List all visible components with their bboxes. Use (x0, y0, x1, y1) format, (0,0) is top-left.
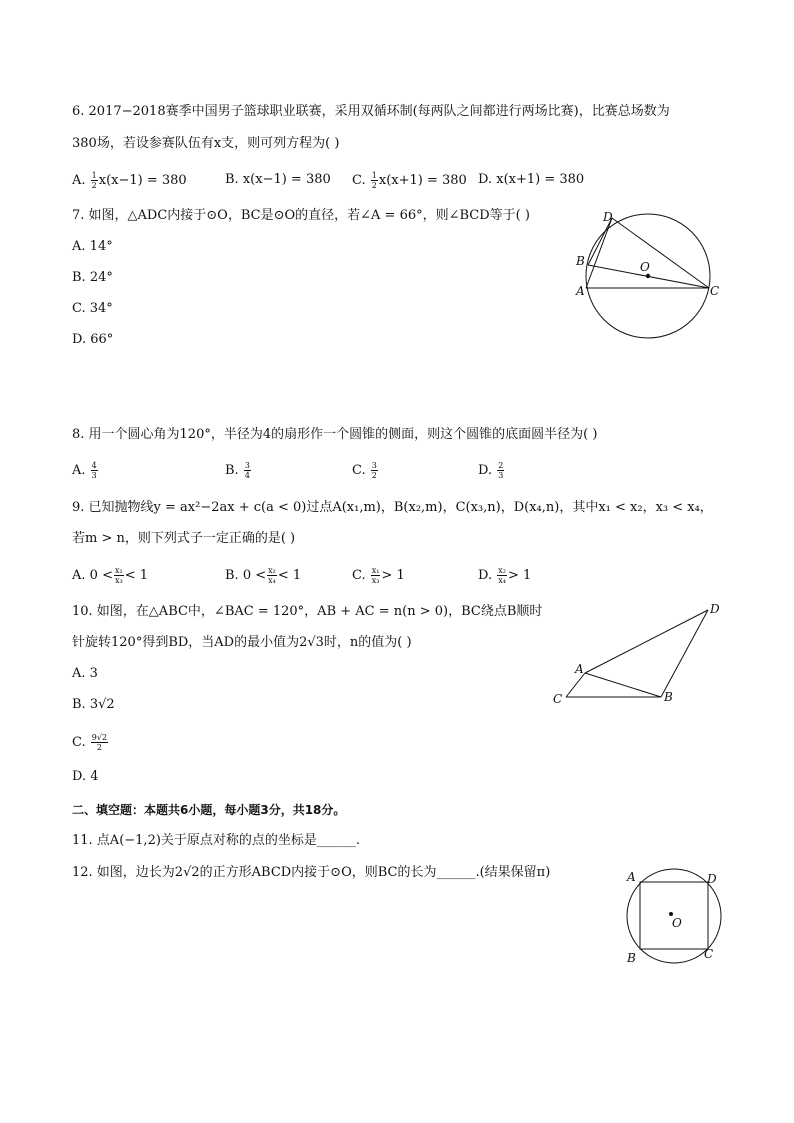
q7-figure (570, 205, 730, 345)
q9-stem-line1: 9. 已知抛物线y = ax²−2ax + c(a < 0)过点A(x₁,m)，B(x₂,m)，C(x₃,n)，D(x₄,n)，其中x₁ < x₂，x₃ < x₄， (72, 500, 713, 515)
fraction: $\frac{\text{x₂}}{\text{x₄}}$ (268, 566, 276, 585)
label-a: A (627, 870, 636, 884)
label-o: O (672, 916, 682, 930)
label-b: B (664, 690, 673, 704)
q6-stem-line1: 6. 2017−2018赛季中国男子篮球职业联赛，采用双循环制(每两队之间都进行两场比赛)，比赛总场数为 (72, 104, 670, 119)
fraction: $\frac{2}{3}$ (498, 461, 504, 480)
section-heading: 二、填空题：本题共6小题，每小题3分，共18分。 (72, 803, 346, 817)
label-b: B (627, 951, 636, 965)
label-d: D (603, 210, 613, 224)
label-a: A (576, 284, 585, 298)
q6-option-d[interactable]: D. x(x+1) = 380 (478, 172, 585, 187)
fraction: $\frac{1}{2}$ (371, 171, 377, 190)
q10-option-d[interactable]: D. 4 (72, 769, 99, 784)
q6-option-b[interactable]: B. x(x−1) = 380 (225, 172, 331, 187)
q10-stem-line1: 10. 如图，在△ABC中，∠BAC = 120°，AB + AC = n(n > 0)，BC绕点B顺时 (72, 604, 543, 619)
label-c: C (704, 947, 714, 961)
fraction: $\frac{\text{x₂}}{\text{x₄}}$ (498, 566, 506, 585)
q7-option-d[interactable]: D. 66° (72, 332, 114, 347)
fraction: $\frac{3}{4}$ (244, 461, 250, 480)
fraction: $\frac{9√2}{2}$ (91, 733, 108, 752)
q7-stem: 7. 如图，△ADC内接于⊙O，BC是⊙O的直径，若∠A = 66°，则∠BCD等于( ) (72, 208, 530, 223)
q8-option-b[interactable]: B. $\frac{3}{4}$ (225, 461, 250, 480)
q9-option-a[interactable]: A. 0 < $\frac{\text{x₁}}{\text{x₃}}$ < 1 (72, 566, 148, 585)
q6-option-c[interactable]: C. $\frac{1}{2}$ x(x+1) = 380 (352, 171, 467, 190)
q10-figure (548, 598, 728, 708)
fraction: $\frac{\text{x₁}}{\text{x₃}}$ (114, 566, 123, 585)
label-d: D (707, 872, 717, 886)
q9-option-c[interactable]: C. $\frac{\text{x₁}}{\text{x₃}}$ > 1 (352, 566, 405, 585)
label-d: D (710, 602, 720, 616)
q8-stem: 8. 用一个圆心角为120°，半径为4的扇形作一个圆锥的侧面，则这个圆锥的底面圆半径为( ) (72, 427, 598, 442)
q6-option-a[interactable]: A. $\frac{1}{2}$ x(x−1) = 380 (72, 171, 187, 190)
label-c: C (710, 284, 720, 298)
q10-option-b[interactable]: B. 3√2 (72, 697, 115, 712)
q11-stem: 11. 点A(−1,2)关于原点对称的点的坐标是______. (72, 833, 361, 848)
q9-option-b[interactable]: B. 0 < $\frac{\text{x₂}}{\text{x₄}}$ < 1 (225, 566, 302, 585)
fraction: $\frac{3}{2}$ (371, 461, 377, 480)
q8-option-d[interactable]: D. $\frac{2}{3}$ (478, 461, 504, 480)
q7-option-b[interactable]: B. 24° (72, 270, 113, 285)
fraction: $\frac{4}{3}$ (91, 461, 97, 480)
q7-option-c[interactable]: C. 34° (72, 301, 113, 316)
q7-option-a[interactable]: A. 14° (72, 239, 113, 254)
fraction: $\frac{1}{2}$ (91, 171, 97, 190)
label-a: A (575, 662, 584, 676)
q12-figure (620, 866, 730, 966)
q8-option-a[interactable]: A. $\frac{4}{3}$ (72, 461, 97, 480)
label-c: C (553, 692, 563, 706)
fraction: $\frac{\text{x₁}}{\text{x₃}}$ (371, 566, 380, 585)
label-b: B (576, 254, 585, 268)
label-o: O (640, 260, 650, 274)
q10-stem-line2: 针旋转120°得到BD，当AD的最小值为2√3时，n的值为( ) (72, 635, 412, 650)
q10-option-a[interactable]: A. 3 (72, 666, 98, 681)
q9-option-d[interactable]: D. $\frac{\text{x₂}}{\text{x₄}}$ > 1 (478, 566, 532, 585)
q10-option-c[interactable]: C. $\frac{9√2}{2}$ (72, 733, 108, 752)
q9-stem-line2: 若m > n，则下列式子一定正确的是( ) (72, 531, 296, 546)
q6-stem-line2: 380场，若设参赛队伍有x支，则可列方程为( ) (72, 136, 340, 151)
q8-option-c[interactable]: C. $\frac{3}{2}$ (352, 461, 377, 480)
q12-stem: 12. 如图，边长为2√2的正方形ABCD内接于⊙O，则BC的长为______.(结果保留π) (72, 865, 551, 880)
